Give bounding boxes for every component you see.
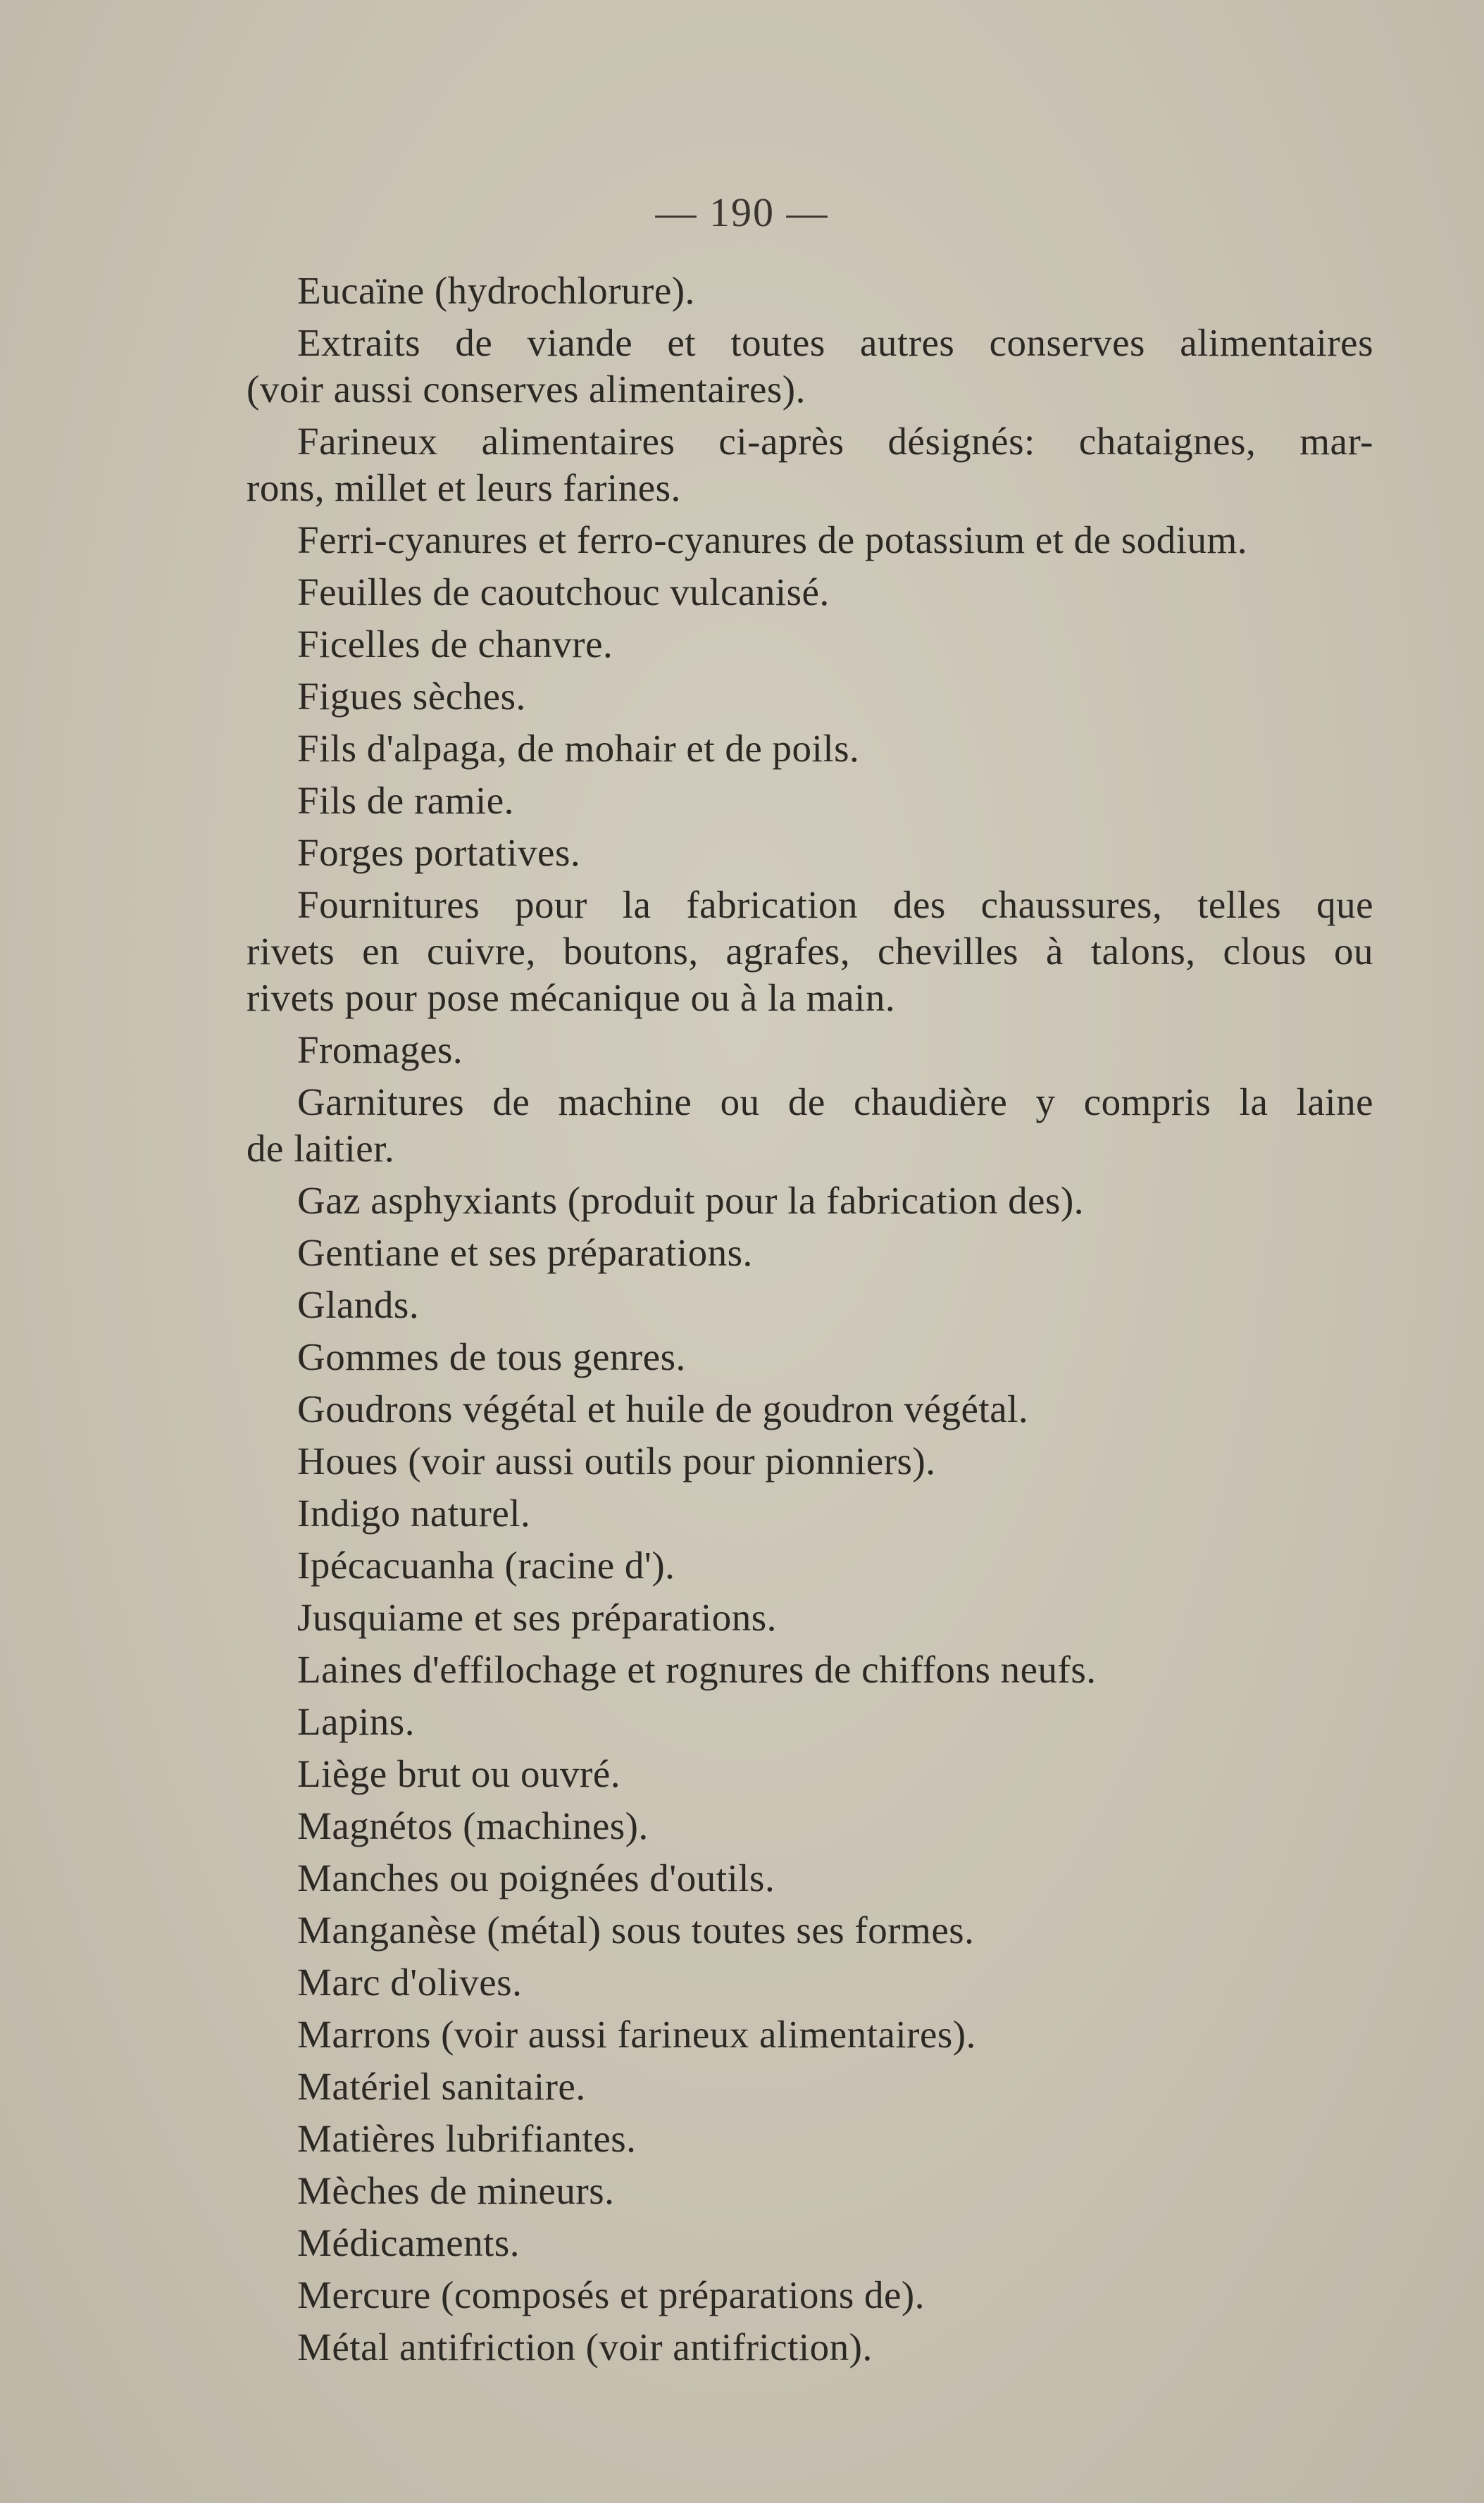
list-entry bbox=[247, 2064, 1373, 2110]
list-entry bbox=[247, 1594, 1373, 1641]
list-entry bbox=[247, 1803, 1373, 1849]
entry-first-line: Magnétos (machines). bbox=[297, 1804, 649, 1847]
list-entry bbox=[247, 2272, 1373, 2318]
page-number: — 190 — bbox=[655, 189, 829, 235]
entry-first-line: Indigo naturel. bbox=[297, 1492, 531, 1535]
entry-first-line: Manches ou poignées d'outils. bbox=[297, 1856, 775, 1899]
list-entry bbox=[247, 2116, 1373, 2162]
entry-continuation-line: rivets en cuivre, boutons, agrafes, chevilles à talons, clous ou bbox=[247, 930, 1373, 973]
entry-first-line: Ferri-cyanures et ferro-cyanures de potassium et de sodium. bbox=[297, 518, 1248, 561]
entry-continuation-line: rivets pour pose mécanique ou à la main. bbox=[247, 976, 896, 1019]
entry-first-line: Gentiane et ses préparations. bbox=[297, 1231, 753, 1274]
entry-first-line: Métal antifriction (voir antifriction). bbox=[297, 2326, 873, 2368]
entry-first-line: Ficelles de chanvre. bbox=[297, 623, 613, 666]
list-entry bbox=[247, 725, 1373, 772]
entry-first-line: Eucaïne (hydrochlorure). bbox=[297, 269, 695, 312]
list-entry bbox=[247, 517, 1373, 563]
entry-first-line: Gaz asphyxiants (produit pour la fabrication des). bbox=[297, 1179, 1085, 1222]
entry-first-line: Marrons (voir aussi farineux alimentaires). bbox=[297, 2013, 976, 2056]
entry-first-line: Matières lubrifiantes. bbox=[297, 2117, 637, 2160]
entry-first-line: Manganèse (métal) sous toutes ses formes. bbox=[297, 1909, 975, 1952]
list-entry bbox=[247, 1230, 1373, 1276]
entry-first-line: Garnitures de machine ou de chaudière y compris la laine bbox=[297, 1080, 1373, 1123]
list-entry bbox=[247, 673, 1373, 720]
list-entry bbox=[247, 2011, 1373, 2058]
entry-first-line: Figues sèches. bbox=[297, 675, 526, 718]
list-entry bbox=[247, 621, 1373, 668]
list-entry bbox=[247, 1751, 1373, 1797]
list-entry bbox=[247, 2324, 1373, 2371]
entry-first-line: Médicaments. bbox=[297, 2221, 520, 2264]
list-entry bbox=[247, 1438, 1373, 1485]
entry-first-line: Ipécacuanha (racine d'). bbox=[297, 1544, 675, 1587]
list-entry bbox=[247, 2220, 1373, 2266]
entry-first-line: Fromages. bbox=[297, 1028, 463, 1071]
list-entry bbox=[247, 1334, 1373, 1380]
entry-first-line: Extraits de viande et toutes autres conserves alimentaires bbox=[297, 321, 1373, 364]
list-entry bbox=[247, 1699, 1373, 1745]
list-entry bbox=[247, 1490, 1373, 1537]
entry-first-line: Glands. bbox=[297, 1283, 420, 1326]
entry-first-line: Houes (voir aussi outils pour pionniers). bbox=[297, 1440, 936, 1483]
list-entry bbox=[247, 1542, 1373, 1589]
entry-first-line: Fils d'alpaga, de mohair et de poils. bbox=[297, 727, 860, 770]
entry-first-line: Gommes de tous genres. bbox=[297, 1335, 686, 1378]
list-entry bbox=[247, 1282, 1373, 1328]
list-entry bbox=[247, 1647, 1373, 1693]
list-entry bbox=[247, 778, 1373, 824]
entry-first-line: Goudrons végétal et huile de goudron végétal. bbox=[297, 1387, 1029, 1430]
list-entry bbox=[247, 1386, 1373, 1432]
list-entry bbox=[247, 1907, 1373, 1954]
entry-first-line: Lapins. bbox=[297, 1700, 415, 1743]
list-entry bbox=[247, 2168, 1373, 2214]
entry-first-line: Farineux alimentaires ci-après désignés: chataignes, mar- bbox=[297, 420, 1373, 463]
list-entry bbox=[247, 320, 1373, 413]
entry-first-line: Fils de ramie. bbox=[297, 779, 514, 822]
entry-first-line: Forges portatives. bbox=[297, 831, 581, 874]
entry-first-line: Fournitures pour la fabrication des chaussures, telles que bbox=[297, 883, 1373, 926]
entry-continuation-line: (voir aussi conserves alimentaires). bbox=[247, 368, 806, 411]
entry-first-line: Matériel sanitaire. bbox=[297, 2065, 586, 2108]
list-entry bbox=[247, 418, 1373, 511]
entry-first-line: Liège brut ou ouvré. bbox=[297, 1752, 621, 1795]
list-entry bbox=[247, 1079, 1373, 1172]
entry-list bbox=[247, 268, 1373, 2371]
entry-first-line: Laines d'effilochage et rognures de chiffons neufs. bbox=[297, 1648, 1097, 1691]
entry-first-line: Mèches de mineurs. bbox=[297, 2169, 615, 2212]
list-entry bbox=[247, 1959, 1373, 2006]
list-entry bbox=[247, 569, 1373, 616]
list-entry bbox=[247, 882, 1373, 1021]
entry-first-line: Mercure (composés et préparations de). bbox=[297, 2273, 925, 2316]
list-entry bbox=[247, 1178, 1373, 1224]
entry-first-line: Feuilles de caoutchouc vulcanisé. bbox=[297, 570, 830, 613]
list-entry bbox=[247, 1027, 1373, 1073]
entry-first-line: Jusquiame et ses préparations. bbox=[297, 1596, 777, 1639]
entry-continuation-line: de laitier. bbox=[247, 1127, 395, 1170]
list-entry bbox=[247, 830, 1373, 876]
entry-first-line: Marc d'olives. bbox=[297, 1961, 523, 2004]
entry-continuation-line: rons, millet et leurs farines. bbox=[247, 466, 681, 509]
list-entry bbox=[247, 268, 1373, 314]
list-entry bbox=[247, 1855, 1373, 1902]
